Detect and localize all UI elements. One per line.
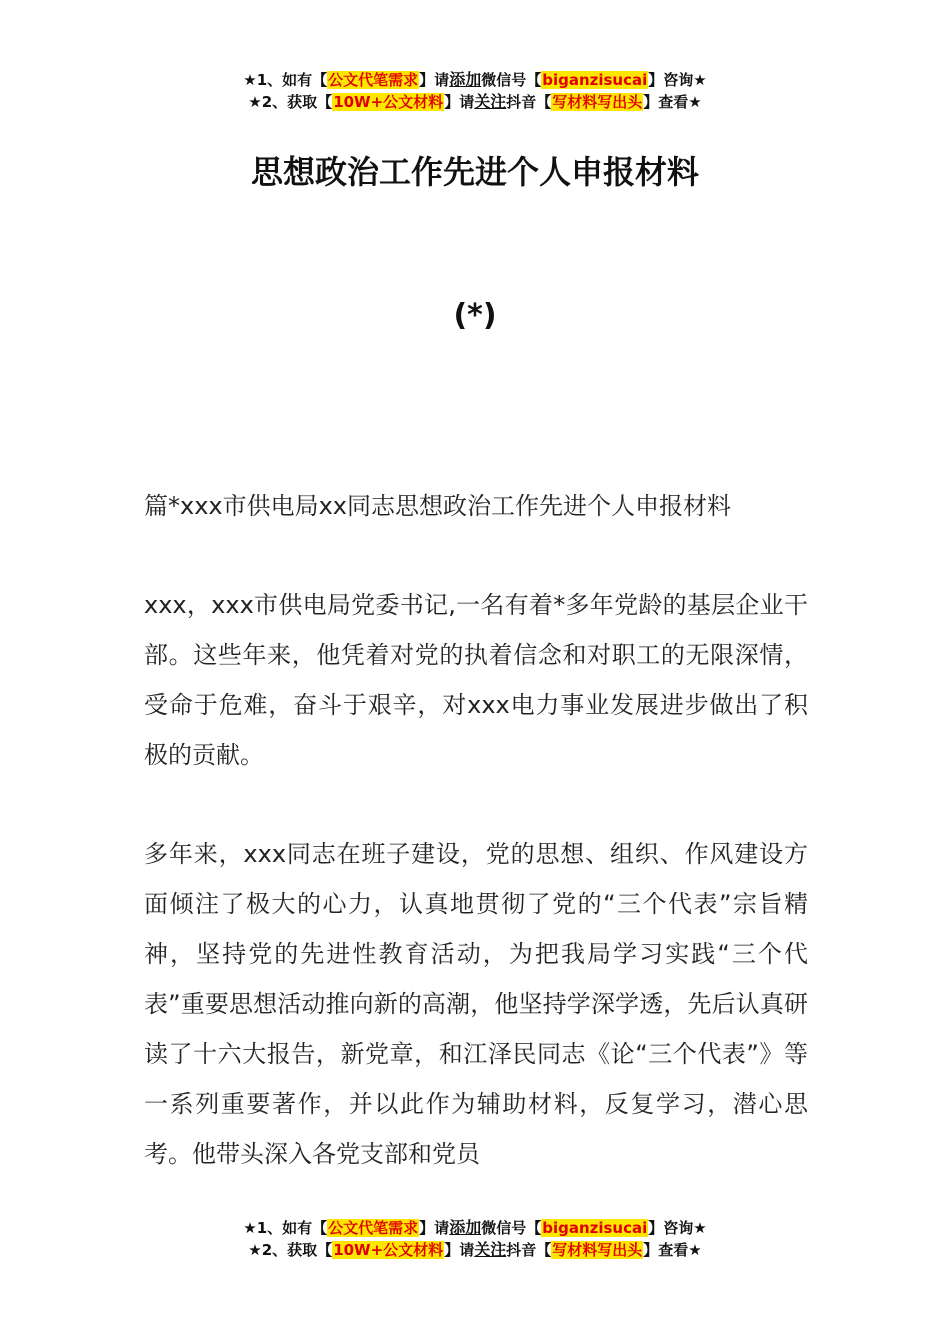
promo-text: 】咨询★ [648, 1219, 707, 1237]
promo-highlight: 10W+公文材料 [333, 93, 444, 111]
promo-text: 】咨询★ [648, 71, 707, 89]
promo-text: 】请 [419, 1219, 450, 1237]
promo-text: 】请 [419, 71, 450, 89]
promo-text: 】查看★ [643, 93, 702, 111]
promo-highlight: biganzisucai [542, 1219, 648, 1237]
promo-highlight: 公文代笔需求 [328, 71, 419, 89]
promo-highlight: 10W+公文材料 [333, 1241, 444, 1259]
promo-line-2 [0, 1239, 950, 1261]
promo-text: ★2、获取【 [248, 93, 333, 111]
body-paragraph-1 [144, 580, 808, 780]
paragraph-text: 多年来，xxx同志在班子建设，党的思想、组织、作风建设方面倾注了极大的心力，认真地贯彻了党的“三个代表”宗旨精神，坚持党的先进性教育活动，为把我局学习实践“三个代表”重要思想活动推向新的高潮，他坚持学深学透，先后认真研读了十六大报告，新党章，和江泽民同志《论“三个代表”》等一系列重要著作，并以此作为辅助材料，反复学习，潜心思考。他带头深入各党支部和党员 [144, 840, 808, 1168]
promo-highlight: 写材料写出头 [552, 93, 643, 111]
promo-highlight: 公文代笔需求 [328, 1219, 419, 1237]
promo-highlight: 写材料写出头 [552, 1241, 643, 1259]
promo-banner-bottom [0, 1217, 950, 1261]
section-heading-text: 篇*xxx市供电局xx同志思想政治工作先进个人申报材料 [144, 492, 732, 520]
promo-text: ★2、获取【 [248, 1241, 333, 1259]
promo-text: ★1、如有【 [243, 1219, 328, 1237]
promo-underline-text: 关注 [474, 1240, 507, 1259]
promo-line-1 [0, 1217, 950, 1239]
promo-underline-text: 添加 [449, 1218, 482, 1237]
document-subtitle: (*) [453, 298, 497, 333]
document-title: 思想政治工作先进个人申报材料 [250, 153, 699, 191]
promo-underline-text: 添加 [449, 70, 482, 89]
promo-text: 】请 [444, 1241, 475, 1259]
promo-line-2 [0, 91, 950, 113]
body-paragraph-2 [144, 829, 808, 1179]
promo-text: 】请 [444, 93, 475, 111]
promo-banner-top [0, 69, 950, 113]
paragraph-text: xxx，xxx市供电局党委书记,一名有着*多年党龄的基层企业干部。这些年来，他凭着对党的执着信念和对职工的无限深情，受命于危难，奋斗于艰辛，对xxx电力事业发展进步做出了积极的贡献。 [144, 591, 808, 769]
promo-text: ★1、如有【 [243, 71, 328, 89]
promo-text: 微信号【 [481, 1219, 542, 1237]
promo-text: 抖音【 [506, 93, 552, 111]
promo-underline-text: 关注 [474, 92, 507, 111]
section-heading [144, 481, 808, 531]
promo-text: 抖音【 [506, 1241, 552, 1259]
promo-text: 微信号【 [481, 71, 542, 89]
promo-highlight: biganzisucai [542, 71, 648, 89]
promo-text: 】查看★ [643, 1241, 702, 1259]
promo-line-1 [0, 69, 950, 91]
